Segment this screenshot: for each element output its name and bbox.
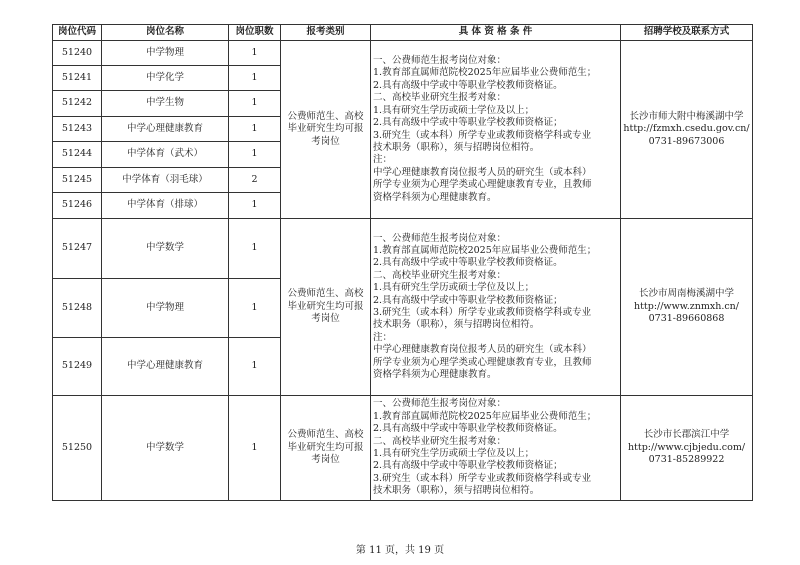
table-row — [53, 219, 753, 279]
job-code: 51247 — [53, 219, 102, 279]
job-code: 51243 — [53, 117, 102, 142]
requirement-line: 一、公费师范生报考岗位对象： — [373, 232, 507, 244]
requirement-line: 3.研究生（或本科）所学专业或教师资格学科或专业 — [373, 129, 592, 141]
requirement-line: 2.具有高级中学或中等职业学校教师资格证。 — [373, 79, 563, 91]
job-code: 51245 — [53, 168, 102, 193]
header-category: 报考类别 — [281, 25, 371, 41]
contact-cell — [621, 396, 753, 501]
requirement-line: 2.具有高级中学或中等职业学校教师资格证。 — [373, 257, 563, 269]
requirement-line: 1.具有研究生学历或硕士学位及以上； — [373, 282, 535, 294]
job-code: 51249 — [53, 338, 102, 396]
requirement-line: 2.具有高级中学或中等职业学校教师资格证； — [373, 294, 563, 306]
job-count: 1 — [229, 66, 281, 91]
job-count: 1 — [229, 117, 281, 142]
requirement-line: 2.具有高级中学或中等职业学校教师资格证； — [373, 117, 563, 129]
table-row — [53, 41, 753, 66]
job-name: 中学体育（武术） — [102, 142, 229, 168]
requirement-line: 3.研究生（或本科）所学专业或教师资格学科或专业 — [373, 307, 592, 318]
school-name: 长沙市师大附中梅溪湖中学 — [629, 110, 744, 122]
job-count: 1 — [229, 338, 281, 396]
requirement-line: 注： — [373, 331, 393, 343]
requirement-line: 二、高校毕业研究生报考对象： — [373, 435, 507, 447]
job-name: 中学体育（排球） — [102, 193, 229, 219]
job-name: 中学生物 — [102, 91, 229, 117]
requirement-line: 所学专业须为心理学类或心理健康教育专业，且教师 — [373, 179, 592, 191]
requirement-line: 资格学科须为心理健康教育。 — [373, 191, 497, 203]
job-name: 中学心理健康教育 — [102, 338, 229, 396]
job-name: 中学数学 — [102, 396, 229, 501]
school-url[interactable]: http://fzmxh.csedu.gov.cn/ — [623, 123, 750, 135]
school-phone: 0731-85289922 — [648, 454, 725, 466]
requirement-line: 所学专业须为心理学类或心理健康教育专业，且教师 — [373, 356, 592, 368]
job-code: 51240 — [53, 41, 102, 66]
job-count: 1 — [229, 142, 281, 168]
job-count: 1 — [229, 219, 281, 279]
header-code: 岗位代码 — [53, 25, 102, 41]
requirement-line: 技术职务（职称），须与招聘岗位相符。 — [373, 141, 540, 153]
job-code: 51250 — [53, 396, 102, 501]
job-name: 中学体育（羽毛球） — [102, 168, 229, 193]
job-code: 51246 — [53, 193, 102, 219]
school-phone: 0731-89673006 — [648, 135, 725, 147]
requirement-line: 中学心理健康教育岗位报考人员的研究生（或本科） — [373, 344, 592, 356]
job-name: 中学化学 — [102, 66, 229, 91]
header-row — [53, 25, 753, 41]
recruitment-table — [52, 24, 753, 501]
header-count: 岗位职数 — [229, 25, 281, 41]
job-name: 中学物理 — [102, 279, 229, 338]
school-phone: 0731-89660868 — [648, 313, 725, 325]
requirement-line: 2.具有高级中学或中等职业学校教师资格证。 — [373, 423, 563, 435]
school-name: 长沙市长郡滨江中学 — [643, 429, 730, 441]
exam-category: 公费师范生、高校毕业研究生均可报考岗位 — [281, 396, 371, 501]
job-name: 中学心理健康教育 — [102, 117, 229, 142]
header-requirements: 具 体 资 格 条 件 — [371, 25, 621, 41]
requirement-line: 1.教育部直属师范院校2025年应届毕业公费师范生； — [373, 67, 597, 79]
table-row — [53, 396, 753, 501]
requirement-line: 二、高校毕业研究生报考对象： — [373, 269, 507, 281]
requirement-line: 注： — [373, 154, 393, 166]
requirement-line: 2.具有高级中学或中等职业学校教师资格证； — [373, 460, 563, 472]
header-name: 岗位名称 — [102, 25, 229, 41]
job-name: 中学数学 — [102, 219, 229, 279]
contact-cell — [621, 41, 753, 219]
exam-category: 公费师范生、高校毕业研究生均可报考岗位 — [281, 41, 371, 219]
requirement-line: 1.具有研究生学历或硕士学位及以上； — [373, 104, 535, 116]
contact-cell — [621, 219, 753, 396]
requirement-line: 技术职务（职称），须与招聘岗位相符。 — [373, 319, 540, 331]
requirement-line: 3.研究生（或本科）所学专业或教师资格学科或专业 — [373, 472, 592, 484]
requirement-line: 一、公费师范生报考岗位对象： — [373, 398, 507, 410]
table-body — [53, 41, 753, 501]
requirement-line: 技术职务（职称），须与招聘岗位相符。 — [373, 485, 540, 497]
job-count: 1 — [229, 279, 281, 338]
job-count: 2 — [229, 168, 281, 193]
requirement-line: 1.教育部直属师范院校2025年应届毕业公费师范生； — [373, 244, 597, 256]
requirements-cell — [371, 219, 621, 396]
requirement-line: 二、高校毕业研究生报考对象： — [373, 92, 507, 104]
exam-category: 公费师范生、高校毕业研究生均可报考岗位 — [281, 219, 371, 396]
requirements-cell — [371, 396, 621, 501]
job-count: 1 — [229, 396, 281, 501]
job-code: 51248 — [53, 279, 102, 338]
job-code: 51242 — [53, 91, 102, 117]
job-name: 中学物理 — [102, 41, 229, 66]
requirement-line: 1.教育部直属师范院校2025年应届毕业公费师范生； — [373, 410, 597, 422]
school-url[interactable]: http://www.cjbjedu.com/ — [627, 441, 746, 453]
school-url[interactable]: http://www.znmxh.cn/ — [634, 300, 739, 312]
page-footer: 第 11 页，共 19 页 — [355, 545, 445, 556]
job-count: 1 — [229, 91, 281, 117]
requirements-cell — [371, 41, 621, 219]
school-name: 长沙市周南梅溪湖中学 — [638, 288, 734, 300]
requirement-line: 1.具有研究生学历或硕士学位及以上； — [373, 448, 535, 459]
job-count: 1 — [229, 41, 281, 66]
requirement-line: 一、公费师范生报考岗位对象： — [373, 55, 507, 67]
header-contact: 招聘学校及联系方式 — [621, 25, 753, 41]
job-code: 51244 — [53, 142, 102, 168]
requirement-line: 中学心理健康教育岗位报考人员的研究生（或本科） — [373, 166, 592, 178]
job-code: 51241 — [53, 66, 102, 91]
requirement-line: 资格学科须为心理健康教育。 — [373, 369, 497, 381]
job-count: 1 — [229, 193, 281, 219]
